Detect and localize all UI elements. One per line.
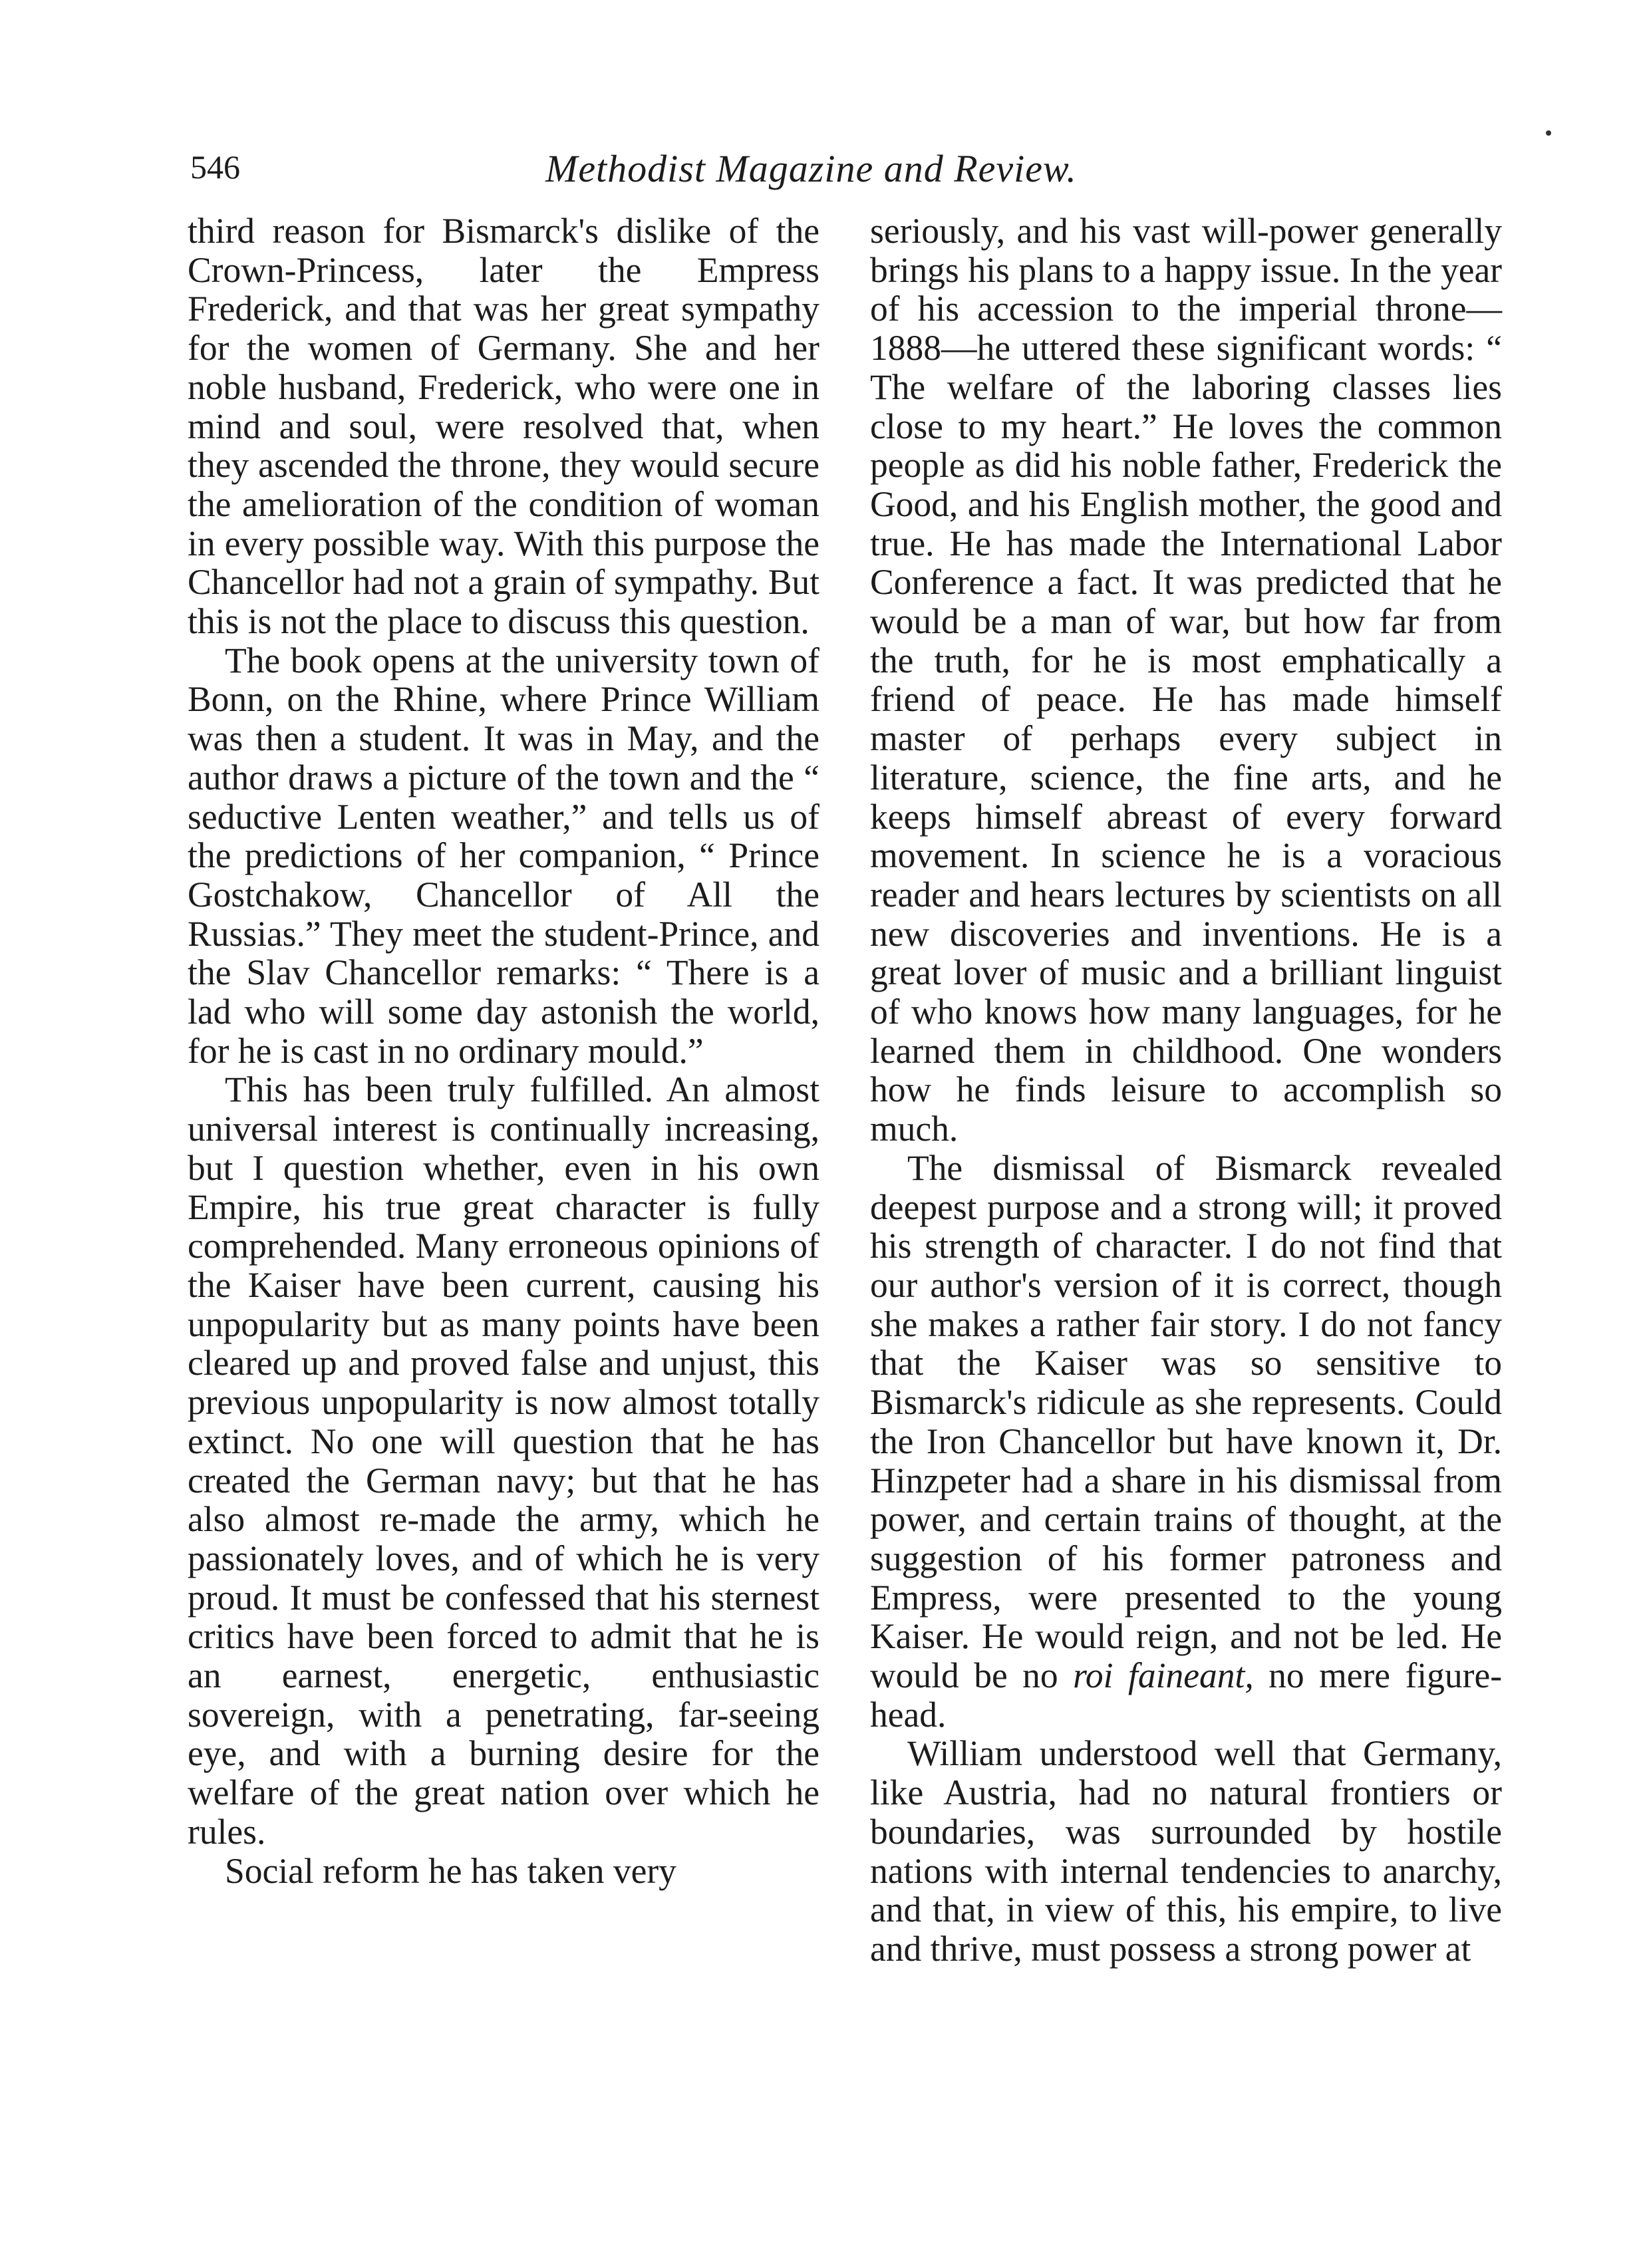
right-paragraph-3: William understood well that Germany, like Austria, had no natural frontiers or boundaries, was surrounded by hostile nations with internal tendencies to anarchy, and that, in view of this, his empire, to live and thrive, must possess a strong power at [870,1733,1502,1969]
page-header [186,141,1490,201]
left-paragraph-3: This has been truly fulfilled. An almost universal interest is continually increasing, but I question whether, even in his own Empire, his true great character is fully comprehended. Many erroneous opinions of the Kaiser have been current, causing his unpopularity but as many points have been cleared up and proved false and unjust, this previous unpopularity is now almost totally extinct. No one will question that he has created the German navy; but that he has also almost re-made the army, which he passionately loves, and of which he is very proud. It must be confessed that his sternest critics have been forced to admit that he is an earnest, energetic, enthusiastic sovereign, with a penetrating, far-seeing eye, and with a burning desire for the welfare of the great nation over which he rules. [188,1069,819,1852]
right-paragraph-1: seriously, and his vast will-power generally brings his plans to a happy issue. In the year of his accession to the imperial throne—1888—he uttered these significant words: “ The welfare of the laboring classes lies close to my heart.” He loves the common people as did his noble father, Frederick the Good, and his English mother, the good and true. He has made the International Labor Conference a fact. It was predicted that he would be a man of war, but how far from the truth, for he is most emphatically a friend of peace. He has made himself master of perhaps every subject in literature, science, the fine arts, and he keeps himself abreast of every forward movement. In science he is a voracious reader and hears lectures by scientists on all new discoveries and inventions. He is a great lover of music and a brilliant linguist of who knows how many languages, for he learned them in childhood. One wonders how he finds leisure to accomplish so much. [870,211,1502,1149]
page-number: 546 [190,148,240,186]
right-column [870,212,1502,1969]
right-paragraph-2-tail: no mere figure-head. [870,1655,1503,1735]
right-paragraph-2 [870,1149,1502,1735]
right-paragraph-2-text: The dismissal of Bismarck revealed deepest purpose and a strong will; it proved his strength of character. I do not find that our author's version of it is correct, though she makes a rather fair story. I do not fancy that the Kaiser was so sensitive to Bismarck's ridicule as she represents. Could the Iron Chancellor but have known it, Dr. Hinzpeter had a share in his dismissal from power, and certain trains of thought, at the suggestion of his former patroness and Empress, were presented to the young Kaiser. He would reign, and not be led. He would be no [870,1147,1502,1696]
right-paragraph-2-italic-phrase: roi faineant, [1073,1655,1254,1696]
left-paragraph-4: Social reform he has taken very [225,1850,676,1891]
left-paragraph-2: The book opens at the university town of Bonn, on the Rhine, where Prince William was then a student. It was in May, and the author draws a picture of the town and the “ seductive Lenten weather,” and tells us of the predictions of her companion, “ Prince Gostchakow, Chancellor of All the Russias.” They meet the student-Prince, and the Slav Chancellor remarks: “ There is a lad who will some day astonish the world, for he is cast in no ordinary mould.” [188,640,819,1071]
left-paragraph-1: third reason for Bismarck's dislike of the Crown-Princess, later the Empress Frederick, and that was her great sympathy for the women of Germany. She and her noble husband, Frederick, who were one in mind and soul, were resolved that, when they ascended the throne, they would secure the amelioration of the condition of woman in every possible way. With this purpose the Chancellor had not a grain of sympathy. But this is not the place to discuss this question. [188,211,819,642]
print-speck [1546,130,1551,136]
running-title: Methodist Magazine and Review. [545,147,1077,190]
left-column [188,212,819,1890]
